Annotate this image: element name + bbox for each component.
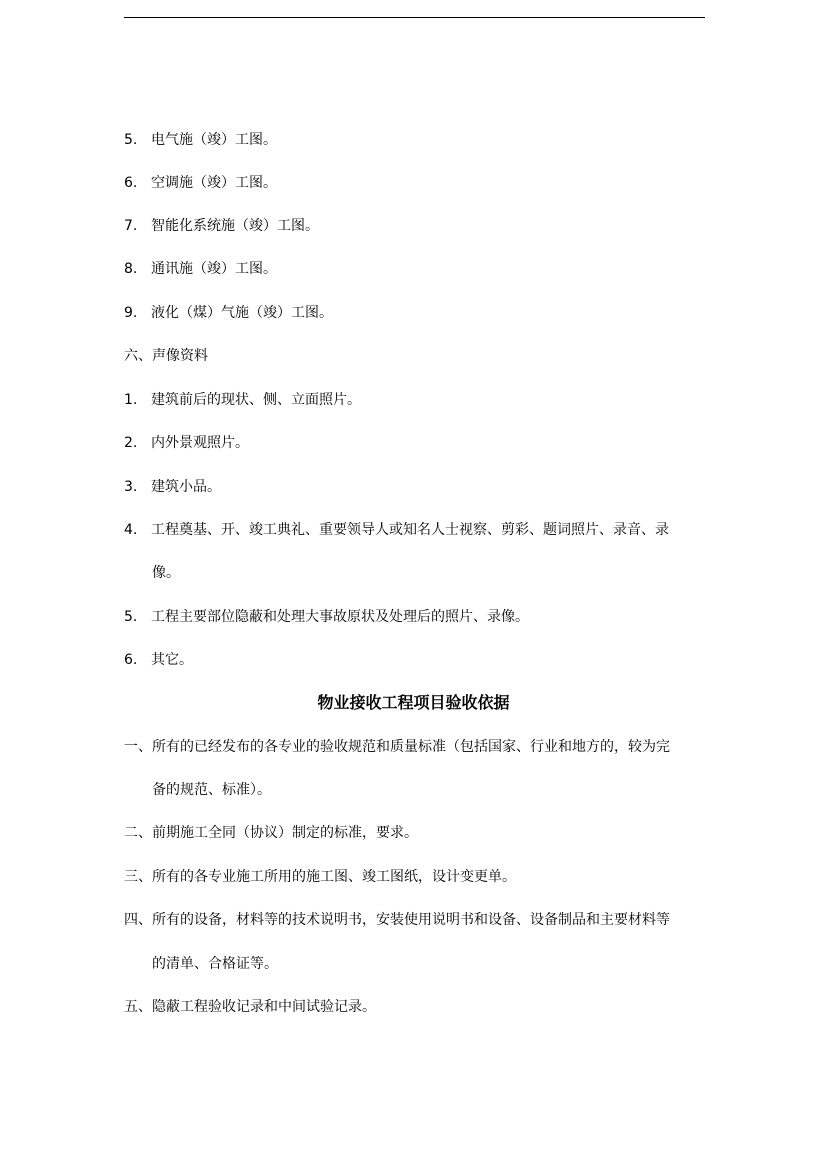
- list-item-continuation: 备的规范、标准）。: [152, 782, 271, 798]
- list-item: 9. 液化（煤）气施（竣）工图。: [124, 305, 333, 321]
- list-item: 3. 建筑小品。: [124, 479, 221, 495]
- list-item-continuation: 的清单、合格证等。: [152, 956, 278, 972]
- list-item: 五、隐蔽工程验收记录和中间试验记录。: [124, 999, 376, 1015]
- list-item: 二、前期施工全同（协议）制定的标准，要求。: [124, 825, 418, 841]
- list-item: 5. 电气施（竣）工图。: [124, 132, 277, 148]
- list-item: 8. 通讯施（竣）工图。: [124, 261, 277, 277]
- header-rule: [124, 17, 705, 18]
- section-heading: 六、声像资料: [124, 348, 208, 364]
- list-item: 2. 内外景观照片。: [124, 435, 249, 451]
- list-item: 5. 工程主要部位隐蔽和处理大事故原状及处理后的照片、录像。: [124, 609, 529, 625]
- list-item-continuation: 像。: [152, 565, 180, 581]
- section-title: 物业接收工程项目验收依据: [317, 693, 510, 712]
- list-item: 四、所有的设备，材料等的技术说明书，安装使用说明书和设备、设备制品和主要材料等: [124, 912, 670, 928]
- list-item: 1. 建筑前后的现状、侧、立面照片。: [124, 392, 361, 408]
- list-item: 一、所有的已经发布的各专业的验收规范和质量标准（包括国家、行业和地方的，较为完: [124, 739, 670, 755]
- list-item: 6. 空调施（竣）工图。: [124, 175, 277, 191]
- list-item: 7. 智能化系统施（竣）工图。: [124, 218, 319, 234]
- list-item: 三、所有的各专业施工所用的施工图、竣工图纸，设计变更单。: [124, 869, 516, 885]
- list-item: 6. 其它。: [124, 652, 193, 668]
- list-item: 4. 工程奠基、开、竣工典礼、重要领导人或知名人士视察、剪彩、题词照片、录音、录: [124, 522, 669, 538]
